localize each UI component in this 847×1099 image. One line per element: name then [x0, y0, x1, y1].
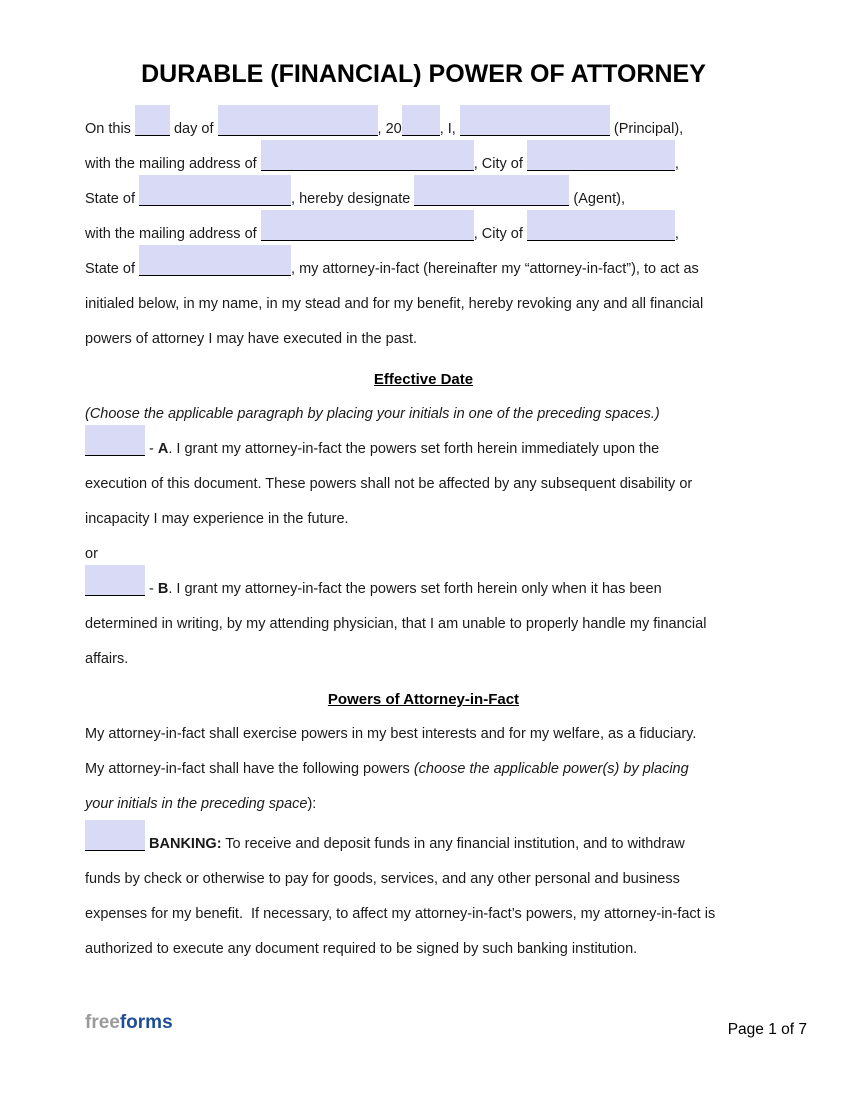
- text-run: or: [85, 546, 98, 562]
- text-run: day of: [169, 121, 218, 137]
- text-run: (Principal),: [609, 121, 684, 137]
- text-run: My attorney-in-fact shall exercise powers in my best interests and for my welfare, as a fiduciary.: [85, 726, 697, 742]
- form-line: [85, 252, 762, 287]
- text-run: with the mailing address of: [85, 156, 261, 172]
- field-month[interactable]: [218, 133, 378, 136]
- form-line: [85, 932, 762, 967]
- text-run: To receive and deposit funds in any financial institution, and to withdraw: [221, 836, 685, 852]
- text-run: (choose the applicable power(s) by placing: [413, 761, 689, 777]
- field-initials-banking[interactable]: [85, 848, 145, 851]
- form-line: [85, 827, 762, 862]
- text-run: State of: [85, 261, 140, 277]
- text-run: incapacity I may experience in the future.: [85, 511, 349, 527]
- field-agent-state[interactable]: [139, 273, 291, 276]
- form-line: [85, 397, 762, 432]
- text-run: , City of: [473, 226, 527, 242]
- field-agent-name[interactable]: [414, 203, 569, 206]
- page-number: Page 1 of 7: [727, 1021, 807, 1038]
- text-run: expenses for my benefit. If necessary, to affect my attorney-in-fact’s powers, my attorney-in-fact is: [85, 906, 716, 922]
- text-run: -: [145, 581, 158, 597]
- text-run: initialed below, in my name, in my stead and for my benefit, hereby revoking any and all financial: [85, 296, 704, 312]
- field-principal-street-address[interactable]: [261, 168, 474, 171]
- form-line: [85, 182, 762, 217]
- field-initials-option-a[interactable]: [85, 453, 145, 456]
- document-body: [85, 112, 762, 967]
- document-title: DURABLE (FINANCIAL) POWER OF ATTORNEY: [141, 60, 706, 88]
- text-run: determined in writing, by my attending physician, that I am unable to properly handle my financial: [85, 616, 707, 632]
- text-run: execution of this document. These powers shall not be affected by any subsequent disability or: [85, 476, 693, 492]
- field-initials-option-b[interactable]: [85, 593, 145, 596]
- form-line: [85, 717, 762, 752]
- text-run: . I grant my attorney-in-fact the powers set forth herein only when it has been: [168, 581, 662, 597]
- logo-text-free: free: [85, 1012, 120, 1033]
- powers-section: [85, 717, 762, 967]
- text-run: authorized to execute any document required to be signed by such banking institution.: [85, 941, 638, 957]
- field-principal-city[interactable]: [527, 168, 675, 171]
- section-heading-powers: Powers of Attorney-in-Fact: [327, 691, 520, 708]
- text-run: powers of attorney I may have executed in the past.: [85, 331, 418, 347]
- text-run: A: [157, 441, 169, 457]
- text-run: , City of: [473, 156, 527, 172]
- field-year-last-two-digits[interactable]: [402, 133, 440, 136]
- form-line: [85, 467, 762, 502]
- logo-text-forms: forms: [119, 1012, 173, 1033]
- intro-paragraph: [85, 112, 762, 357]
- text-run: My attorney-in-fact shall have the following powers: [85, 761, 414, 777]
- text-run: ):: [307, 796, 317, 812]
- form-line: [85, 432, 762, 467]
- form-line: [85, 287, 762, 322]
- form-line: [85, 112, 762, 147]
- text-run: , I,: [439, 121, 460, 137]
- form-line: [85, 502, 762, 537]
- form-line: [85, 607, 762, 642]
- form-line: [85, 537, 762, 572]
- form-line: [85, 217, 762, 252]
- form-line: [85, 642, 762, 677]
- text-run: BANKING:: [149, 836, 222, 852]
- form-line: [85, 322, 762, 357]
- field-day-of-month[interactable]: [135, 133, 170, 136]
- field-agent-city[interactable]: [527, 238, 675, 241]
- field-principal-state[interactable]: [139, 203, 291, 206]
- text-run: . I grant my attorney-in-fact the powers set forth herein immediately upon the: [168, 441, 660, 457]
- field-agent-street-address[interactable]: [261, 238, 474, 241]
- form-line: [85, 787, 762, 822]
- text-run: affairs.: [85, 651, 129, 667]
- text-run: your initials in the preceding space: [85, 796, 308, 812]
- form-line: [85, 752, 762, 787]
- text-run: funds by check or otherwise to pay for goods, services, and any other personal and business: [85, 871, 680, 887]
- form-line: [85, 572, 762, 607]
- text-run: -: [145, 441, 158, 457]
- field-principal-name[interactable]: [460, 133, 610, 136]
- form-line: [85, 897, 762, 932]
- freeforms-logo: [85, 1012, 173, 1034]
- text-run: (Choose the applicable paragraph by placing your initials in one of the preceding spaces.): [85, 406, 660, 422]
- text-run: with the mailing address of: [85, 226, 261, 242]
- text-run: ,: [674, 156, 679, 172]
- text-run: , hereby designate: [291, 191, 415, 207]
- effective-date-section: [85, 397, 762, 677]
- text-run: ,: [674, 226, 679, 242]
- text-run: , 20: [377, 121, 402, 137]
- section-heading-effective-date: Effective Date: [373, 371, 474, 388]
- form-line: [85, 862, 762, 897]
- form-line: [85, 147, 762, 182]
- text-run: , my attorney-in-fact (hereinafter my “attorney-in-fact”), to act as: [291, 261, 699, 277]
- text-run: State of: [85, 191, 140, 207]
- text-run: B: [157, 581, 169, 597]
- text-run: (Agent),: [569, 191, 625, 207]
- text-run: On this: [85, 121, 135, 137]
